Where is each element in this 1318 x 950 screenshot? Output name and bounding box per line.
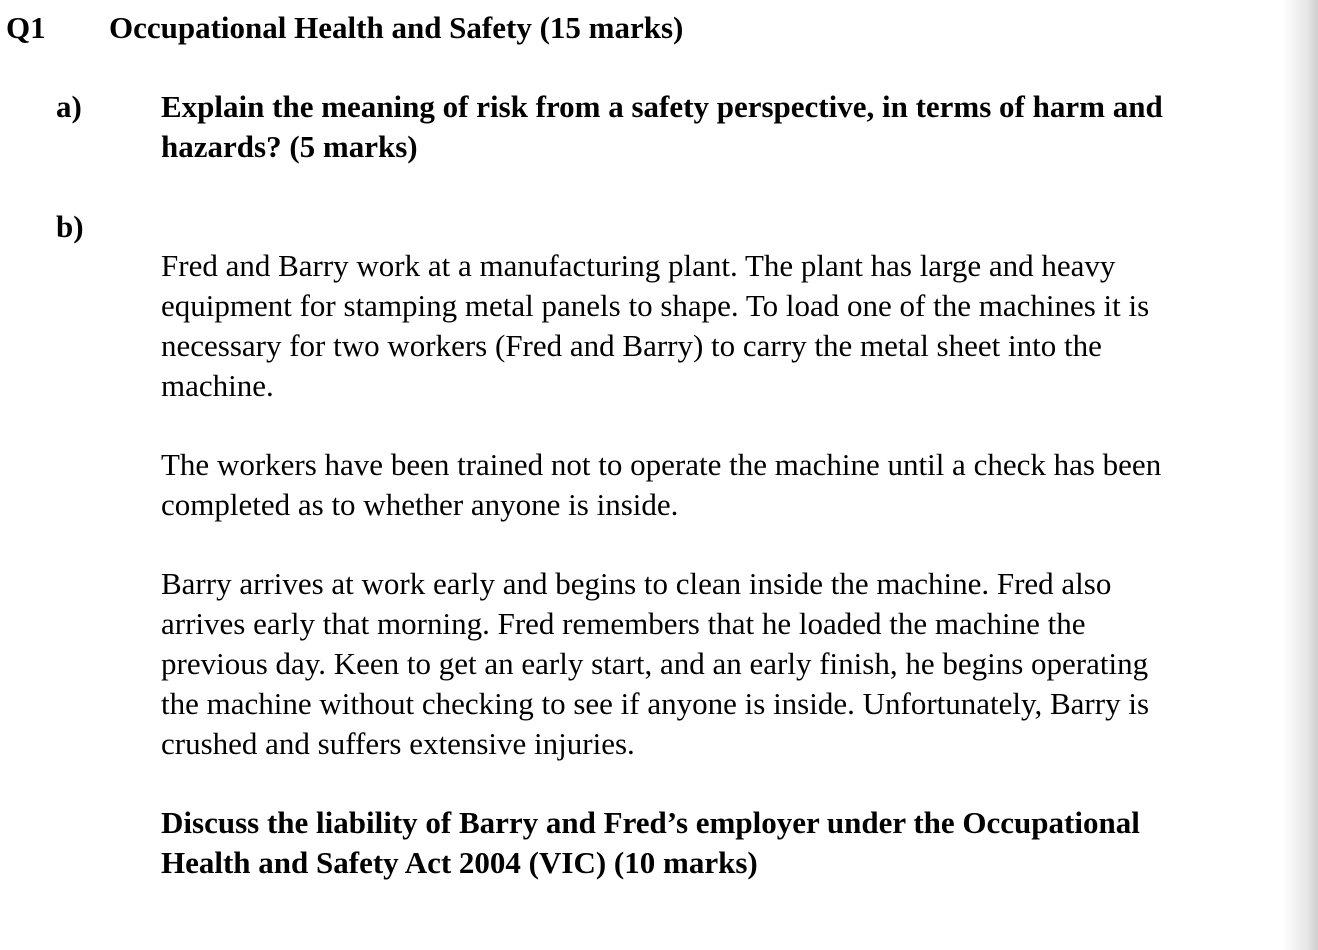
paragraph-line: equipment for stamping metal panels to shape. To load one of the machines it is <box>161 288 1150 323</box>
part-b-question <box>161 803 1301 883</box>
paragraph-line: previous day. Keen to get an early start, and an early finish, he begins operating <box>161 646 1149 681</box>
part-b-paragraph-2 <box>161 445 1301 525</box>
part-a-line: Explain the meaning of risk from a safety perspective, in terms of harm and <box>161 89 1163 124</box>
part-a-label: a) <box>56 89 82 124</box>
paragraph-line: crushed and suffers extensive injuries. <box>161 726 635 761</box>
part-a-question <box>161 87 1301 167</box>
part-b-paragraph-3 <box>161 564 1301 764</box>
paragraph-line: the machine without checking to see if anyone is inside. Unfortunately, Barry is <box>161 686 1150 721</box>
part-b-question-line: Discuss the liability of Barry and Fred’s employer under the Occupational <box>161 805 1140 840</box>
paragraph-line: machine. <box>161 368 274 403</box>
question-title: Occupational Health and Safety (15 marks) <box>109 10 684 45</box>
paragraph-line: necessary for two workers (Fred and Barry) to carry the metal sheet into the <box>161 328 1102 363</box>
paragraph-line: arrives early that morning. Fred remembers that he loaded the machine the <box>161 606 1086 641</box>
paragraph-line: Fred and Barry work at a manufacturing plant. The plant has large and heavy <box>161 248 1116 283</box>
paragraph-line: The workers have been trained not to operate the machine until a check has been <box>161 447 1162 482</box>
part-a-line: hazards? (5 marks) <box>161 129 418 164</box>
paragraph-line: Barry arrives at work early and begins to clean inside the machine. Fred also <box>161 566 1112 601</box>
part-b-label: b) <box>56 209 84 244</box>
part-b-paragraph-1 <box>161 246 1301 406</box>
question-number: Q1 <box>6 10 46 45</box>
paragraph-line: completed as to whether anyone is inside. <box>161 487 679 522</box>
part-b-question-line: Health and Safety Act 2004 (VIC) (10 marks) <box>161 845 758 880</box>
